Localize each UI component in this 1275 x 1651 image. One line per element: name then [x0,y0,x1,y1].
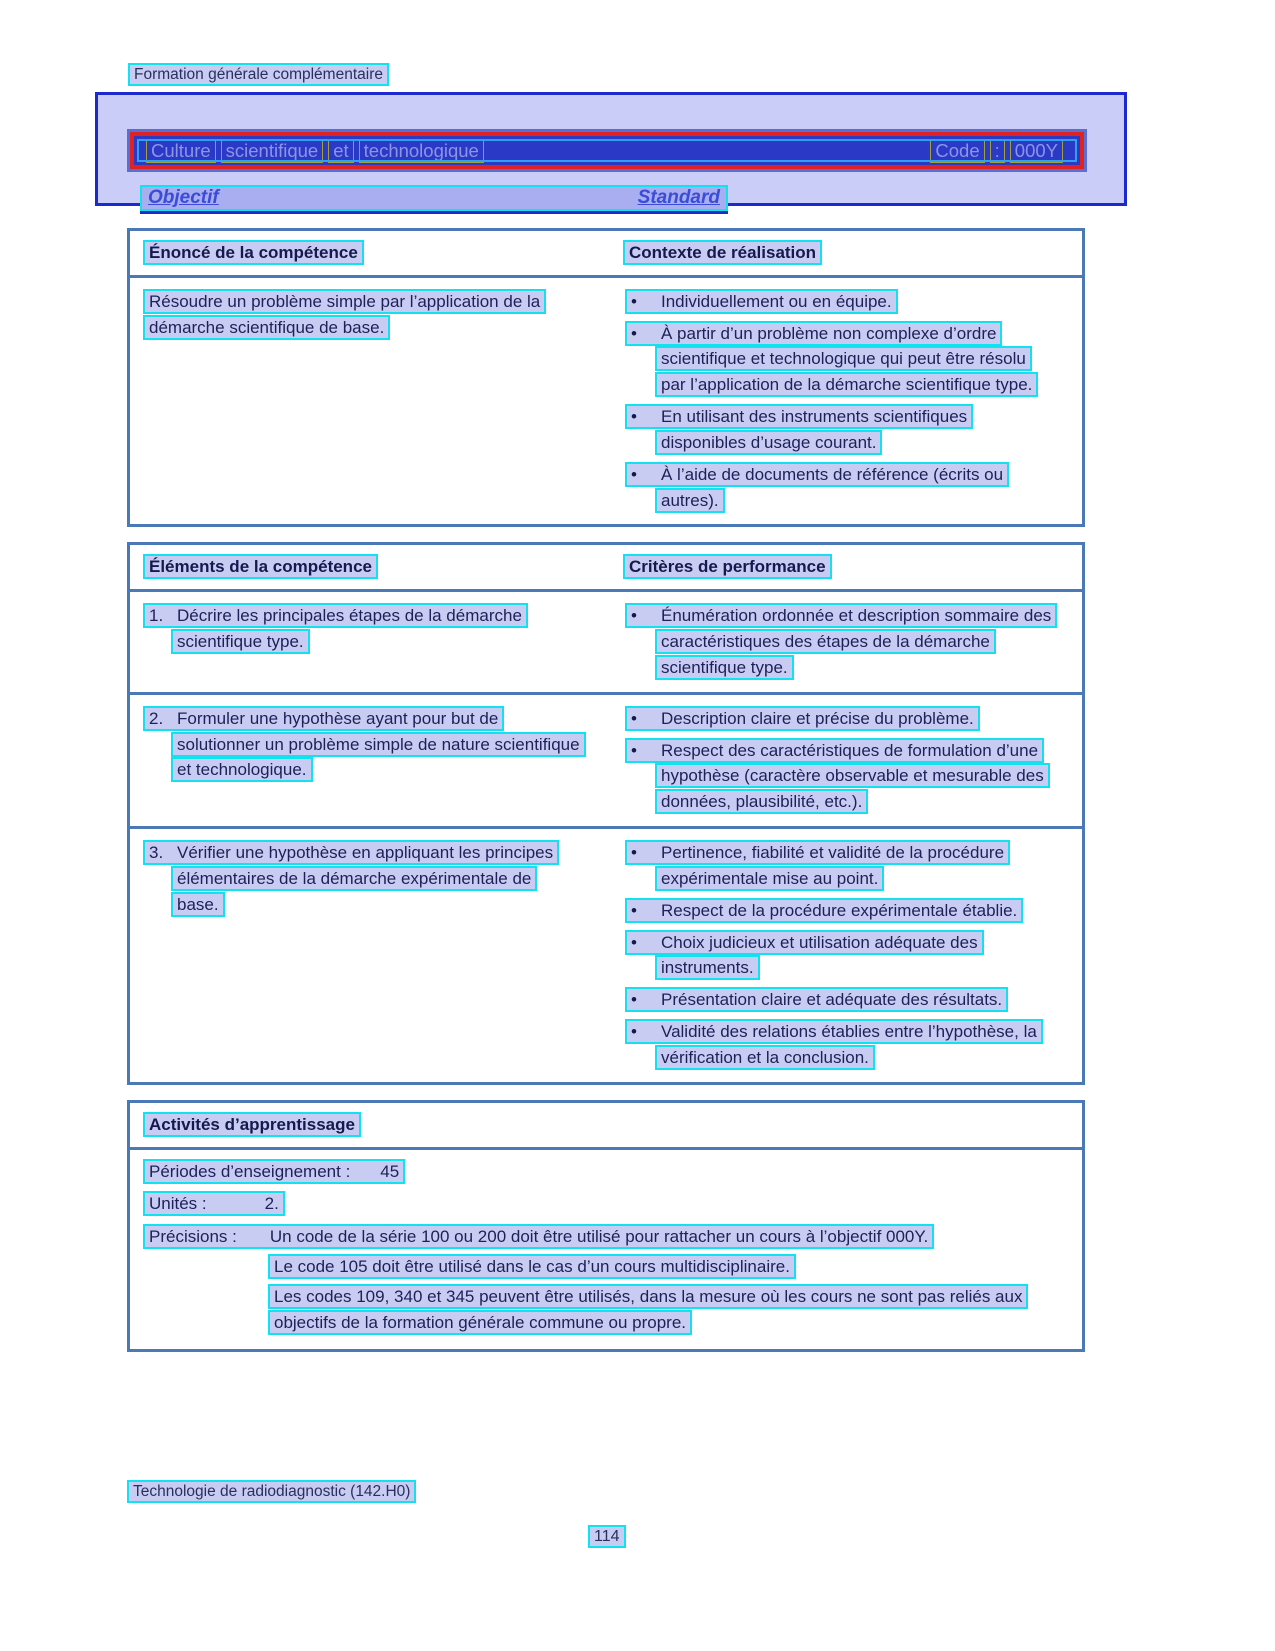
element-text: 3. Vérifier une hypothèse en appliquant les principes élémentaires de la démarche expérimentale de base. [143,840,581,917]
periodes-label: Périodes d’enseignement : [149,1161,351,1181]
course-title-banner-inner [130,132,1084,169]
course-title-word: Culture [146,139,216,163]
standard-heading: Standard [637,187,720,208]
objectif-standard-heading [140,185,728,211]
item-number: 3. [149,843,164,863]
course-title [146,139,489,163]
bullet-icon: • [631,407,637,427]
section-label-text: Formation générale complémentaire [128,63,389,86]
bullet-icon: • [631,843,637,863]
section-label [128,66,389,84]
bullet-icon: • [631,708,637,728]
course-title-word: scientifique [221,139,324,163]
elements-header-right: Critères de performance [623,554,1082,580]
bullet-icon: • [631,932,637,952]
precisions-line-1: Précisions : Un code de la série 100 ou 200 doit être utilisé pour rattacher un cours à l’objectif 000Y. [143,1224,1082,1250]
elements-competence-table [127,542,1085,1084]
page-number: 114 [588,1528,626,1546]
activites-table-header [130,1103,1082,1150]
footer-program-label: Technologie de radiodiagnostic (142.H0) [127,1483,416,1501]
objectif-heading: Objectif [148,187,219,208]
course-code-word: Code [930,139,984,163]
course-code-word: 000Y [1010,139,1063,163]
criteria-cell [623,706,1082,815]
enonce-table-header [130,231,1082,278]
precisions-row [143,1224,1082,1335]
course-code-word: : [990,139,1005,163]
precisions-label: Précisions : [149,1227,237,1247]
bullet-icon: • [631,900,637,920]
criteria-cell [623,603,1082,680]
context-bullet-item: • À l’aide de documents de référence (écrits ou autres). [625,462,1054,514]
competence-statement: Résoudre un problème simple par l’application de la démarche scientifique de base. [143,289,581,341]
criteria-bullet-item: • Pertinence, fiabilité et validité de la procédure expérimentale mise au point. [625,840,1054,892]
context-bullet-item: • À partir d’un problème non complexe d’ordre scientifique et technologique qui peut être résolu par l’application de la démarche scientifique type. [625,321,1054,398]
unites-row [143,1191,1082,1217]
course-code [930,139,1068,163]
enonce-header-left: Énoncé de la compétence [130,240,623,266]
bullet-icon: • [631,323,637,343]
element-cell [130,603,623,680]
contexte-realisation-cell [623,289,1082,514]
element-cell [130,706,623,815]
element-text: 2. Formuler une hypothèse ayant pour but de solutionner un problème simple de nature scientifique et technologique. [143,706,581,783]
element-row-2 [130,692,1082,826]
page-content [127,228,1085,1367]
activites-body [130,1150,1082,1349]
bullet-icon: • [631,740,637,760]
objective-header-box [95,92,1127,206]
criteria-bullet-item: • Énumération ordonnée et description sommaire des caractéristiques des étapes de la démarche scientifique type. [625,603,1054,680]
unites-label: Unités : [149,1194,207,1214]
periodes-row [143,1159,1082,1185]
criteria-bullet-item: • Description claire et précise du problème. [625,706,1054,732]
enonce-table-row [130,278,1082,525]
unites-value: 2. [264,1194,279,1214]
element-cell [130,840,623,1071]
context-bullet-item: • Individuellement ou en équipe. [625,289,1054,315]
competence-statement-cell [130,289,623,514]
bullet-icon: • [631,464,637,484]
periodes-value: 45 [380,1161,400,1181]
bullet-icon: • [631,606,637,626]
enonce-header-right: Contexte de réalisation [623,240,1082,266]
activites-table [127,1100,1085,1352]
criteria-bullet-item: • Choix judicieux et utilisation adéquate des instruments. [625,930,1054,982]
item-number: 1. [149,606,164,626]
context-bullet-item: • En utilisant des instruments scientifiques disponibles d’usage courant. [625,404,1054,456]
criteria-cell [623,840,1082,1071]
course-title-word: technologique [359,139,484,163]
course-title-word: et [328,139,353,163]
bullet-icon: • [631,291,637,311]
criteria-bullet-item: • Respect de la procédure expérimentale établie. [625,898,1054,924]
criteria-bullet-item: • Respect des caractéristiques de formulation d’une hypothèse (caractère observable et mesurable des données, plausibilité, etc.). [625,738,1054,815]
course-title-banner [127,129,1087,172]
precisions-line-3: Les codes 109, 340 et 345 peuvent être utilisés, dans la mesure où les cours ne sont pas reliés aux objectifs de la formation générale commune ou propre. [268,1284,1063,1336]
criteria-bullet-item: • Validité des relations établies entre l’hypothèse, la vérification et la conclusion. [625,1019,1054,1071]
precisions-line-2: Le code 105 doit être utilisé dans le cas d’un cours multidisciplinaire. [268,1254,1063,1280]
elements-table-header [130,545,1082,592]
item-number: 2. [149,708,164,728]
bullet-icon: • [631,990,637,1010]
element-row-3 [130,826,1082,1082]
element-text: 1. Décrire les principales étapes de la démarche scientifique type. [143,603,581,655]
bullet-icon: • [631,1022,637,1042]
enonce-competence-table [127,228,1085,527]
criteria-bullet-item: • Présentation claire et adéquate des résultats. [625,987,1054,1013]
activites-header: Activités d’apprentissage [130,1112,1082,1138]
elements-header-left: Éléments de la compétence [130,554,623,580]
element-row-1 [130,592,1082,691]
